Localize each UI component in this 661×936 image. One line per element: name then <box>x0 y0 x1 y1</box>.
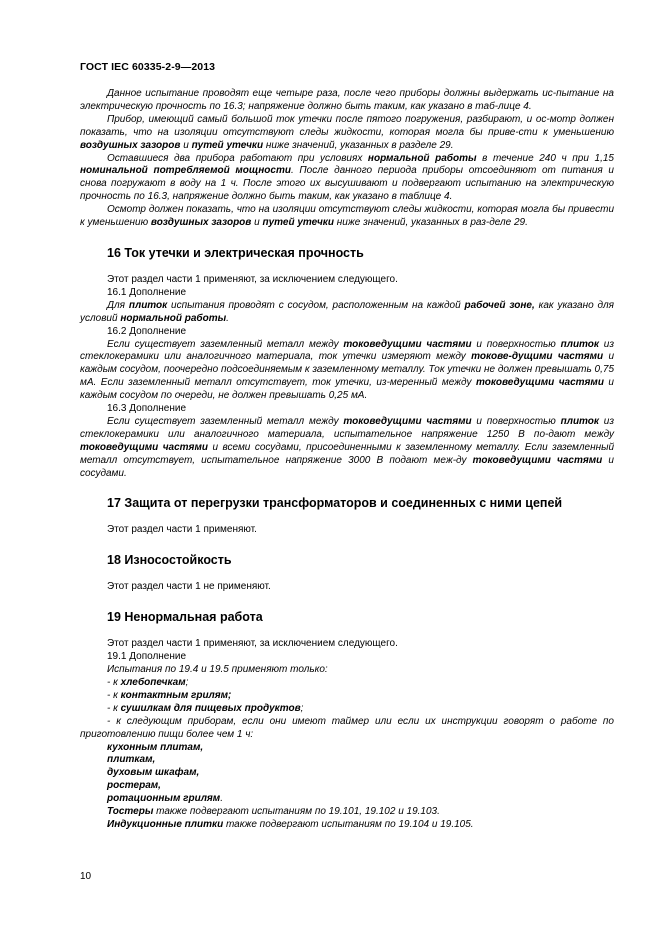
paragraph <box>80 806 614 819</box>
paragraph <box>80 664 614 677</box>
paragraph <box>80 754 614 767</box>
defined-term: рабочей зоне, <box>464 299 535 311</box>
defined-term: токоведущими частями <box>475 377 604 389</box>
defined-term: плиток <box>128 299 168 311</box>
defined-term: воздушных зазоров <box>80 139 181 151</box>
defined-term: токоведущими частями <box>472 454 603 466</box>
defined-term: токоведущими частями <box>343 415 472 427</box>
text-run: и каждым сосудом по очереди, не должен превышать 0,25 мА. <box>80 377 614 402</box>
paragraph <box>80 300 614 326</box>
defined-term: Тостеры <box>107 806 154 818</box>
text-run: также подвергают испытаниям по 19.104 и 19.105. <box>223 818 474 830</box>
text-run: Оставшиеся два прибора работают при условиях <box>107 152 368 164</box>
text-run: из стеклокерамики или аналогичного материала, испытательное напряжение 1250 В по-дают между <box>80 415 614 440</box>
paragraph <box>80 204 614 230</box>
text-run: и <box>180 139 192 151</box>
text-run: Этот раздел части 1 применяют, за исключением следующего. <box>107 273 398 285</box>
text-run: Испытания по 19.4 и 19.5 применяют только: <box>107 664 328 676</box>
paragraph <box>80 403 614 416</box>
running-header: ГОСТ IEC 60335-2-9—2013 <box>80 61 216 73</box>
text-run: - к <box>107 677 121 688</box>
text-run: Если существует заземленный металл между <box>107 415 344 427</box>
paragraph <box>80 524 614 537</box>
text-run: испытания проводят с сосудом, расположенным на каждой <box>167 299 465 311</box>
text-run: - к следующим приборам, если они имеют таймер или если их инструкции говорят о работе по приготовлению пищи более чем 1 ч: <box>80 715 614 740</box>
text-run: Этот раздел части 1 применяют, за исключением следующего. <box>107 638 398 650</box>
defined-term: плиток <box>560 338 599 350</box>
text-run: 16.3 Дополнение <box>107 403 187 415</box>
text-run: . <box>226 312 229 324</box>
text-run: . После данного периода приборы отсоединяют от питания и снова погружают в воду на 1 ч. После этого их высушивают и подвергают испытанию на электрическую прочность по 16.3, напряжение должно быть таким, как указано в таблице 4. <box>80 165 614 203</box>
defined-term: ростерам, <box>107 780 161 792</box>
text-run: 16.2 Дополнение <box>107 325 187 337</box>
paragraph <box>80 88 614 114</box>
text-run: - к <box>107 689 121 701</box>
paragraph <box>80 326 614 339</box>
text-run: также подвергают испытаниям по 19.101, 19.102 и 19.103. <box>153 806 440 818</box>
text-run: и всеми сосудами, присоединенными к заземленному металлу. Если заземленный металл отсутствует, испытательное напряжение 3000 В подают меж-ду <box>80 441 615 466</box>
page-number: 10 <box>80 871 92 882</box>
text-run: 16.1 Дополнение <box>107 286 187 298</box>
paragraph <box>80 793 614 806</box>
text-run: и каждым сосудом, поочередно подсоединяемым к заземленному металлу. Ток утечки не должен превышать 0,75 мА. Если заземленный металл отсутствует, ток утечки, из-меренный между <box>80 351 615 389</box>
defined-term: путей утечки <box>262 217 334 229</box>
paragraph <box>80 274 614 287</box>
defined-term: хлебопечкам <box>120 677 186 688</box>
paragraph <box>80 153 614 205</box>
defined-term: нормальной работы <box>367 152 477 164</box>
paragraph <box>80 767 614 780</box>
text-run: Этот раздел части 1 применяют. <box>107 524 257 536</box>
paragraph <box>80 677 614 690</box>
defined-term: токоведущими частями <box>343 338 472 350</box>
paragraph <box>80 651 614 664</box>
defined-term: ротационным грилям <box>107 793 221 805</box>
defined-term: токове-дущими частями <box>471 351 604 363</box>
paragraph <box>80 716 614 742</box>
text-run: Данное испытание проводят еще четыре раза, после чего приборы должны выдержать ис-пытание на электрическую прочность по 16.3; напряжение должно быть таким, как указано в таб-лице 4. <box>80 88 614 112</box>
defined-term: сушилкам для пищевых продуктов <box>120 702 301 714</box>
defined-term: плиткам, <box>107 754 156 766</box>
paragraph <box>80 416 614 481</box>
section-heading: 16 Ток утечки и электрическая прочность <box>107 245 364 260</box>
paragraph <box>80 690 614 703</box>
paragraph <box>80 581 614 594</box>
defined-term: плиток <box>560 415 599 427</box>
text-run: 19.1 Дополнение <box>107 651 187 663</box>
paragraph <box>80 819 614 832</box>
defined-term: Индукционные плитки <box>107 818 224 830</box>
text-run: Этот раздел части 1 не применяют. <box>107 581 271 593</box>
defined-term: номинальной потребляемой мощности <box>80 165 291 177</box>
text-run: ниже значений, указанных в раз-деле 29. <box>334 217 528 229</box>
text-run: ; <box>300 702 304 714</box>
section-heading: 18 Износостойкость <box>107 553 232 568</box>
text-run: в течение 240 ч при 1,15 <box>476 152 614 164</box>
defined-term: нормальной работы <box>120 312 227 324</box>
paragraph <box>80 742 614 755</box>
section-heading: 17 Защита от перегрузки трансформаторов и соединенных с ними цепей <box>107 496 563 511</box>
paragraph <box>80 638 614 651</box>
defined-term: кухонным плитам, <box>107 741 204 753</box>
paragraph <box>80 780 614 793</box>
text-run: ниже значений, указанных в разделе 29. <box>263 139 454 151</box>
text-run: как указано для условий <box>80 299 614 324</box>
defined-term: путей утечки <box>191 139 264 151</box>
defined-term: духовым шкафам, <box>107 767 200 779</box>
paragraph <box>80 114 614 153</box>
text-run: Осмотр должен показать, что на изоляции отсутствуют следы жидкости, которая могла бы привести к уменьшению <box>80 204 614 229</box>
text-run: и сосудами. <box>80 454 614 479</box>
text-run: ; <box>185 677 189 688</box>
text-run: - к <box>107 702 121 714</box>
text-run: и поверхностью <box>471 338 561 350</box>
paragraph <box>80 339 614 404</box>
text-run: Для <box>107 299 129 311</box>
defined-term: контактным грилям; <box>120 689 232 701</box>
text-run: из стеклокерамики или аналогичного материала, ток утечки измеряют между <box>80 338 614 363</box>
section-heading: 19 Ненормальная работа <box>107 610 263 625</box>
text-run: Прибор, имеющий самый большой ток утечки после пятого погружения, разбирают, и ос-мотр должен показать, что на изоляции отсутствуют следы жидкости, которая могла бы приве-сти к уменьшению <box>80 113 614 138</box>
text-run: . <box>220 793 223 805</box>
paragraph <box>80 703 614 716</box>
text-run: Если существует заземленный металл между <box>107 338 344 350</box>
text-run: и поверхностью <box>471 415 561 427</box>
defined-term: воздушных зазоров <box>150 217 252 229</box>
text-run: и <box>251 217 263 229</box>
defined-term: токоведущими частями <box>80 441 208 453</box>
document-body <box>80 88 614 832</box>
paragraph <box>80 287 614 300</box>
